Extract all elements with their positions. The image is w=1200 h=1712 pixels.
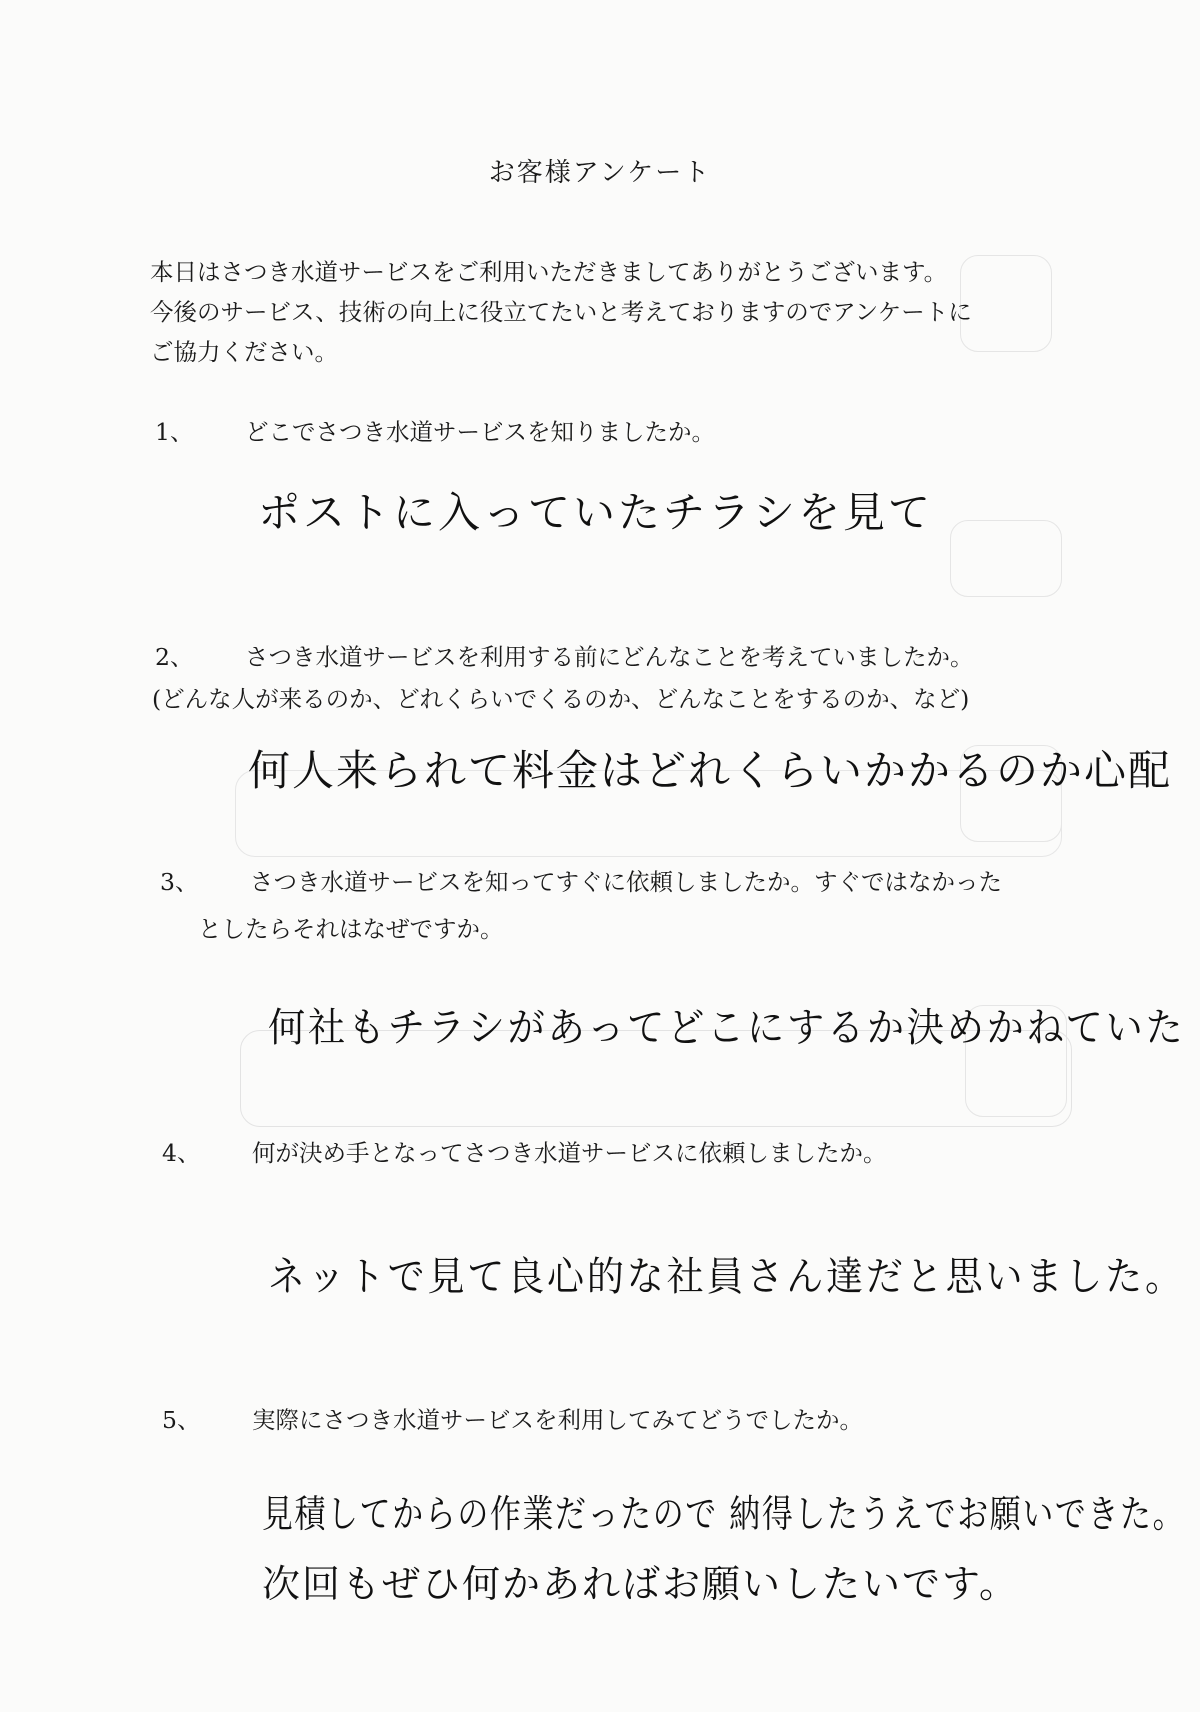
handwritten-answer-1: ポストに入っていたチラシを見て xyxy=(258,488,934,537)
question-number: 4、 xyxy=(162,1139,201,1167)
question-text-continued: としたらそれはなぜですか。 xyxy=(198,915,504,943)
question-text: 実際にさつき水道サービスを利用してみてどうでしたか。 xyxy=(252,1406,863,1434)
question-text: さつき水道サービスを利用する前にどんなことを考えていましたか。 xyxy=(245,643,974,671)
handwritten-answer-5-line-2: 次回もぜひ何かあればお願いしたいです。 xyxy=(262,1562,1019,1606)
handwritten-answer-2: 何人来られて料金はどれくらいかかるのか心配 xyxy=(248,746,1173,795)
handwritten-answer-3: 何社もチラシがあってどこにするか決めかねていた xyxy=(268,1005,1186,1051)
question-number: 5、 xyxy=(162,1406,201,1434)
question-note: (どんな人が来るのか、どれくらいでくるのか、どんなことをするのか、など) xyxy=(152,685,970,713)
question-number: 2、 xyxy=(155,643,194,671)
intro-line: 今後のサービス、技術の向上に役立てたいと考えておりますのでアンケートに xyxy=(150,298,972,326)
question-number: 1、 xyxy=(155,418,194,446)
intro-line: ご協力ください。 xyxy=(150,338,338,366)
question-text: さつき水道サービスを知ってすぐに依頼しましたか。すぐではなかった xyxy=(250,868,1002,896)
question-1 xyxy=(155,412,1105,452)
question-5 xyxy=(162,1400,1112,1440)
question-number: 3、 xyxy=(160,868,199,896)
handwritten-answer-4: ネットで見て良心的な社員さん達だと思いました。 xyxy=(268,1254,1185,1300)
question-2 xyxy=(155,637,1105,677)
question-text: 何が決め手となってさつき水道サービスに依頼しましたか。 xyxy=(252,1139,887,1167)
intro-line: 本日はさつき水道サービスをご利用いただきましてありがとうございます。 xyxy=(150,258,948,286)
handwritten-answer-5-line-1: 見積してからの作業だったので 納得したうえでお願いできた。 xyxy=(262,1492,1186,1536)
intro-paragraph xyxy=(150,252,1070,372)
question-4 xyxy=(162,1133,1112,1173)
page-title: お客様アンケート xyxy=(488,158,712,188)
question-text: どこでさつき水道サービスを知りましたか。 xyxy=(245,418,715,446)
question-3 xyxy=(160,862,1120,902)
